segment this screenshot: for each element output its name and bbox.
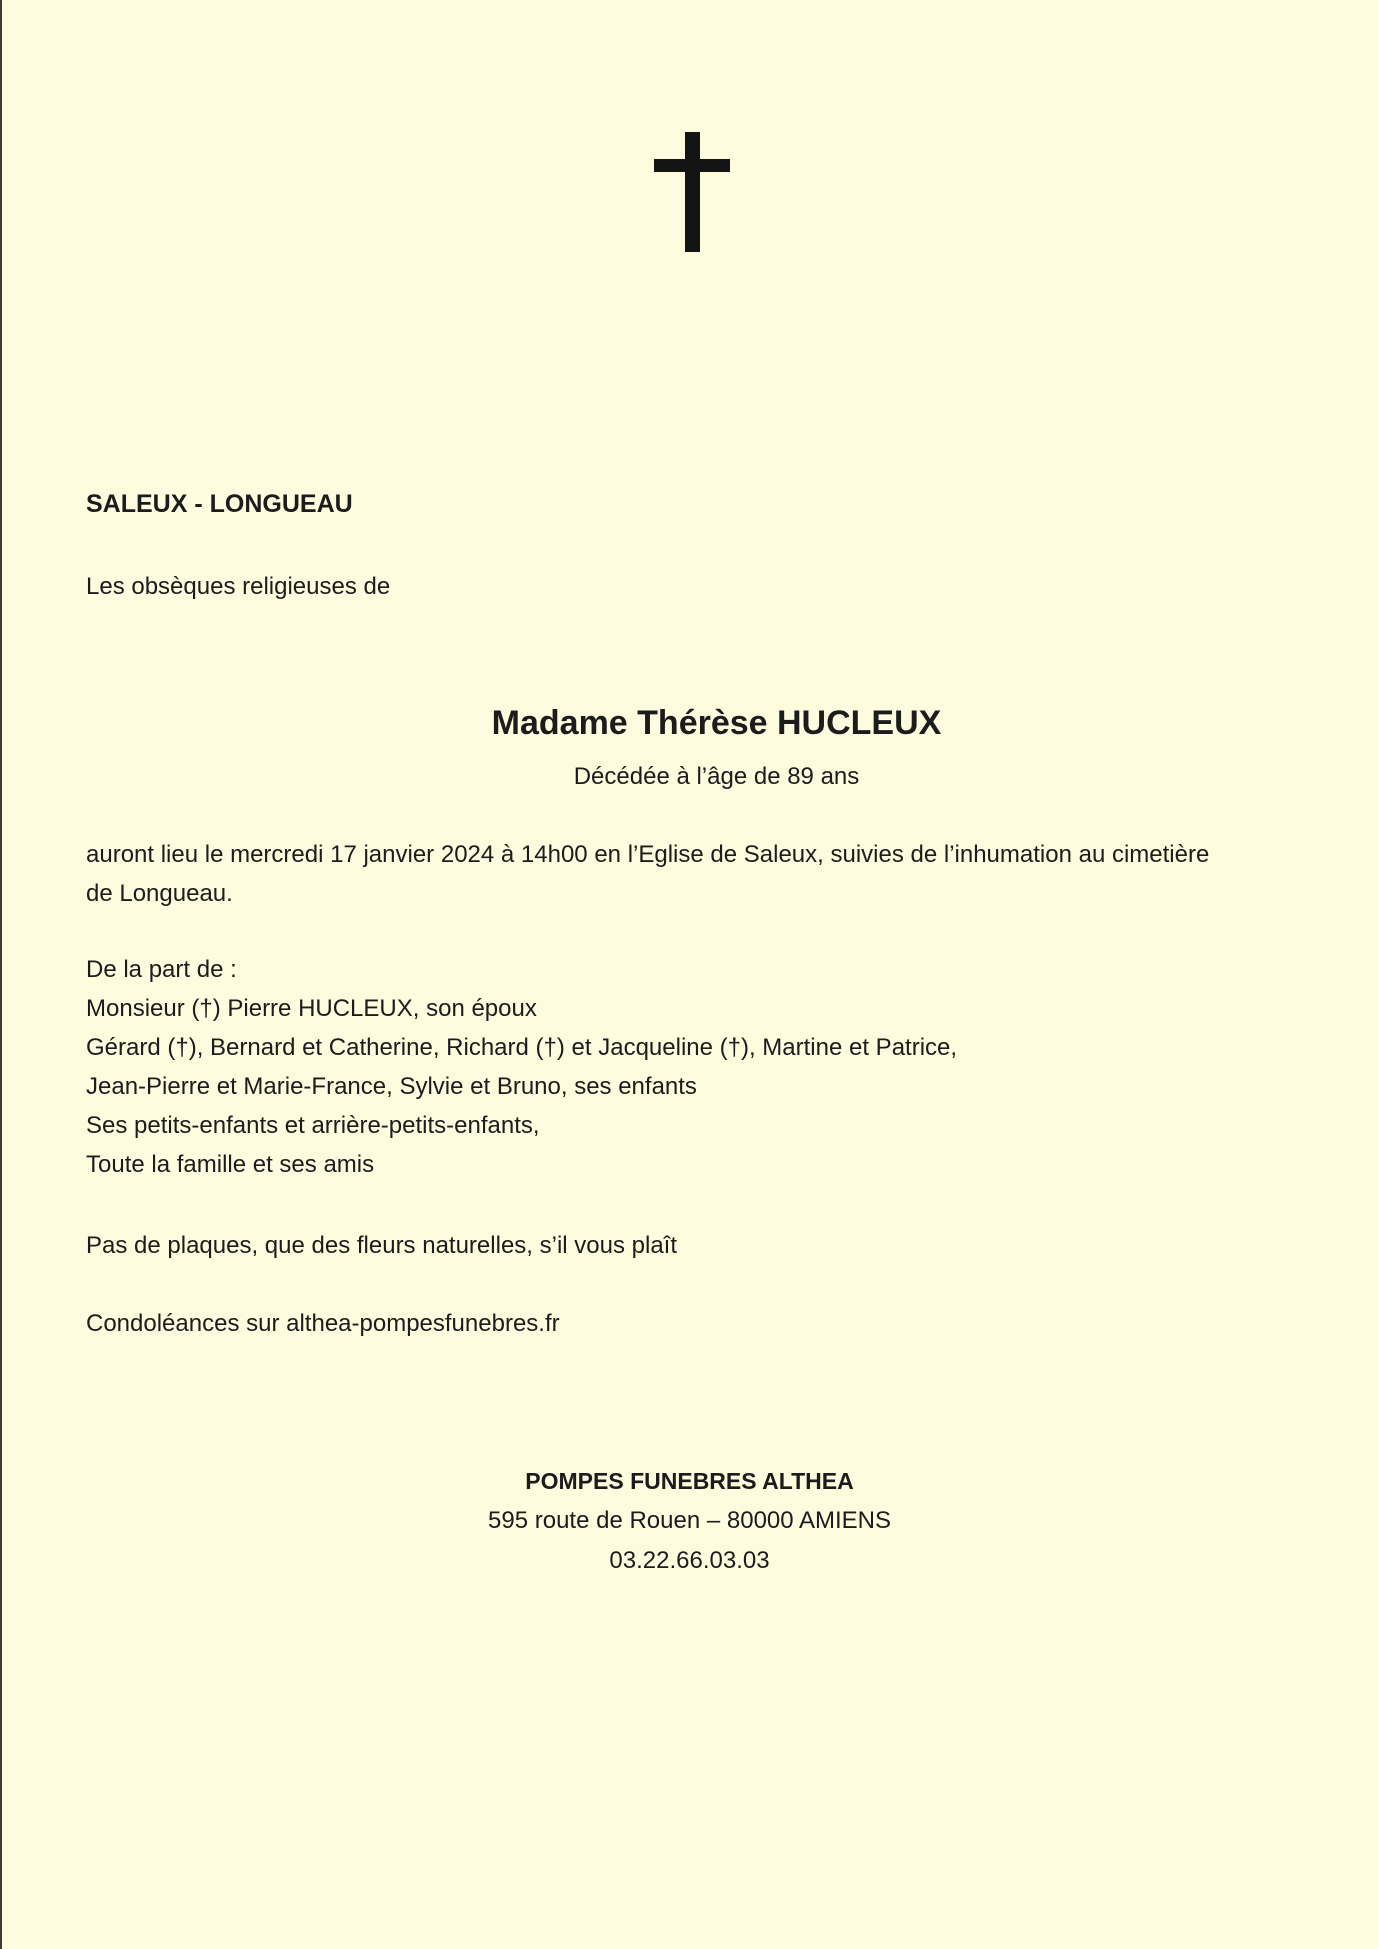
cross-horizontal-bar xyxy=(654,159,730,172)
cross-icon xyxy=(654,132,730,252)
age-line: Décédée à l’âge de 89 ans xyxy=(573,763,860,790)
funeral-home-name: POMPES FUNEBRES ALTHEA xyxy=(525,1468,854,1494)
funeral-home-phone: 03.22.66.03.03 xyxy=(609,1547,770,1574)
ceremony-paragraph xyxy=(86,835,1296,913)
deceased-name: Madame Thérèse HUCLEUX xyxy=(491,704,942,742)
page-edge xyxy=(0,0,2,1949)
condolences-line: Condoléances sur althea-pompesfunebres.fr xyxy=(86,1310,560,1337)
family-line: Jean-Pierre et Marie-France, Sylvie et Bruno, ses enfants xyxy=(86,1073,697,1100)
family-block xyxy=(86,950,957,1184)
family-line: Toute la famille et ses amis xyxy=(86,1151,375,1178)
location-heading: SALEUX - LONGUEAU xyxy=(86,490,353,518)
flowers-note: Pas de plaques, que des fleurs naturelles, s’il vous plaît xyxy=(86,1232,678,1259)
family-line: Ses petits-enfants et arrière-petits-enfants, xyxy=(86,1112,540,1139)
intro-line: Les obsèques religieuses de xyxy=(86,573,391,600)
family-heading: De la part de : xyxy=(86,956,237,983)
family-line: Gérard (†), Bernard et Catherine, Richard (†) et Jacqueline (†), Martine et Patrice, xyxy=(86,1034,958,1061)
funeral-home-address: 595 route de Rouen – 80000 AMIENS xyxy=(488,1507,891,1534)
family-line: Monsieur (†) Pierre HUCLEUX, son époux xyxy=(86,995,537,1022)
ceremony-line-2: de Longueau. xyxy=(86,880,233,907)
cross-vertical-bar xyxy=(685,132,700,252)
funeral-home-footer xyxy=(0,1461,1379,1581)
ceremony-line-1: auront lieu le mercredi 17 janvier 2024 à 14h00 en l’Eglise de Saleux, suivies de l’inhumation au cimetière xyxy=(86,841,1210,868)
